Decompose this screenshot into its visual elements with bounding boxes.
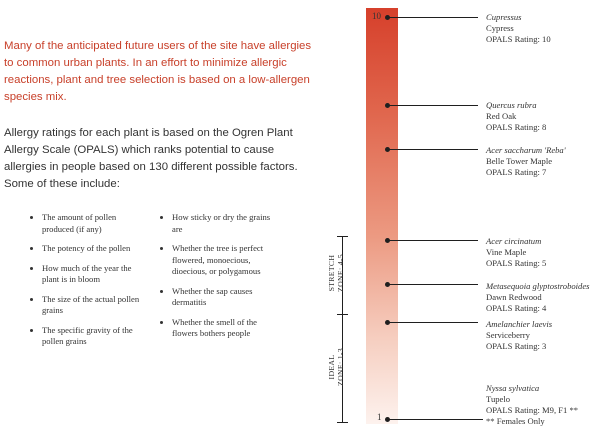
bullet-icon	[160, 321, 163, 324]
factor-text: Whether the smell of the flowers bothers people	[172, 316, 257, 338]
plant-label-amelanchier	[486, 319, 600, 352]
ideal-zone-label: IDEAL ZONE: 1-3	[327, 348, 345, 386]
list-item	[160, 243, 280, 278]
plant-label-cupressus	[486, 12, 600, 45]
plant-label-acer-circinatum	[486, 236, 600, 269]
opals-rating: OPALS Rating: 10	[486, 34, 551, 44]
intro-paragraph: Many of the anticipated future users of the site have allergies to common urban plants. In an effort to minimize allergic reactions, plant and tree selection is based on a low-allergen species mix.	[4, 40, 312, 103]
scale-max-label: 10	[372, 11, 381, 21]
common-name: Red Oak	[486, 111, 517, 121]
factor-text: The potency of the pollen	[42, 243, 131, 253]
bullet-icon	[30, 298, 33, 301]
common-name: Tupelo	[486, 394, 511, 404]
opals-description: Allergy ratings for each plant is based on the Ogren Plant Allergy Scale (OPALS) which ranks potential to cause allergies in people based on 130 different possible factors. Some of these include:	[4, 127, 298, 190]
factor-text: The size of the actual pollen grains	[42, 293, 140, 315]
bullet-icon	[160, 216, 163, 219]
list-item	[30, 243, 148, 255]
bullet-icon	[30, 247, 33, 250]
bullet-icon	[160, 290, 163, 293]
list-item	[160, 212, 280, 235]
common-name: Serviceberry	[486, 330, 530, 340]
factor-list-left	[30, 212, 148, 356]
opals-rating: OPALS Rating: 8	[486, 122, 547, 132]
bullet-icon	[30, 267, 33, 270]
plant-label-quercus	[486, 100, 600, 133]
common-name: Belle Tower Maple	[486, 156, 553, 166]
leader-line	[388, 419, 483, 420]
scale-min-label: 1	[377, 412, 382, 422]
allergy-scale-bar	[366, 8, 398, 424]
scientific-name: Metasequoia glyptostroboides	[486, 281, 590, 291]
leader-line	[388, 240, 478, 241]
common-name: Cypress	[486, 23, 514, 33]
leader-line	[388, 149, 478, 150]
leader-line	[388, 105, 478, 106]
plant-label-metasequoia	[486, 281, 600, 314]
opals-rating: OPALS Rating: 3	[486, 341, 547, 351]
scientific-name: Amelanchier laevis	[486, 319, 553, 329]
factor-list-right	[160, 212, 280, 348]
factor-text: How much of the year the plant is in bloom	[42, 262, 132, 284]
factor-text: The amount of pollen produced (if any)	[42, 212, 117, 234]
factor-text: Whether the sap causes dermatitis	[172, 285, 253, 307]
footnote: ** Females Only	[486, 416, 545, 426]
leader-line	[388, 17, 478, 18]
zone-tick	[337, 422, 348, 423]
opals-rating: OPALS Rating: 5	[486, 258, 547, 268]
common-name: Dawn Redwood	[486, 292, 542, 302]
plant-label-nyssa	[486, 383, 600, 427]
opals-rating: OPALS Rating: M9, F1 **	[486, 405, 579, 415]
list-item	[160, 286, 280, 309]
scientific-name: Nyssa sylvatica	[486, 383, 540, 393]
leader-line	[388, 322, 478, 323]
bullet-icon	[160, 247, 163, 250]
factor-text: The specific gravity of the pollen grains	[42, 324, 133, 346]
bullet-icon	[30, 216, 33, 219]
common-name: Vine Maple	[486, 247, 527, 257]
list-item	[30, 263, 148, 286]
opals-rating: OPALS Rating: 4	[486, 303, 547, 313]
stretch-zone-label: STRETCH ZONE: 4-5	[327, 254, 345, 292]
bullet-icon	[30, 329, 33, 332]
opals-rating: OPALS Rating: 7	[486, 167, 547, 177]
leader-line	[388, 284, 478, 285]
scientific-name: Acer circinatum	[486, 236, 542, 246]
scientific-name: Quercus rubra	[486, 100, 537, 110]
factor-text: Whether the tree is perfect flowered, monoecious, dioecious, or polygamous	[172, 243, 264, 276]
factor-text: How sticky or dry the grains are	[172, 212, 271, 234]
list-item	[30, 294, 148, 317]
plant-label-acer-saccharum	[486, 145, 600, 178]
list-item	[30, 212, 148, 235]
scientific-name: Cupressus	[486, 12, 522, 22]
list-item	[30, 325, 148, 348]
scientific-name: Acer saccharum 'Reba'	[486, 145, 566, 155]
list-item	[160, 317, 280, 340]
